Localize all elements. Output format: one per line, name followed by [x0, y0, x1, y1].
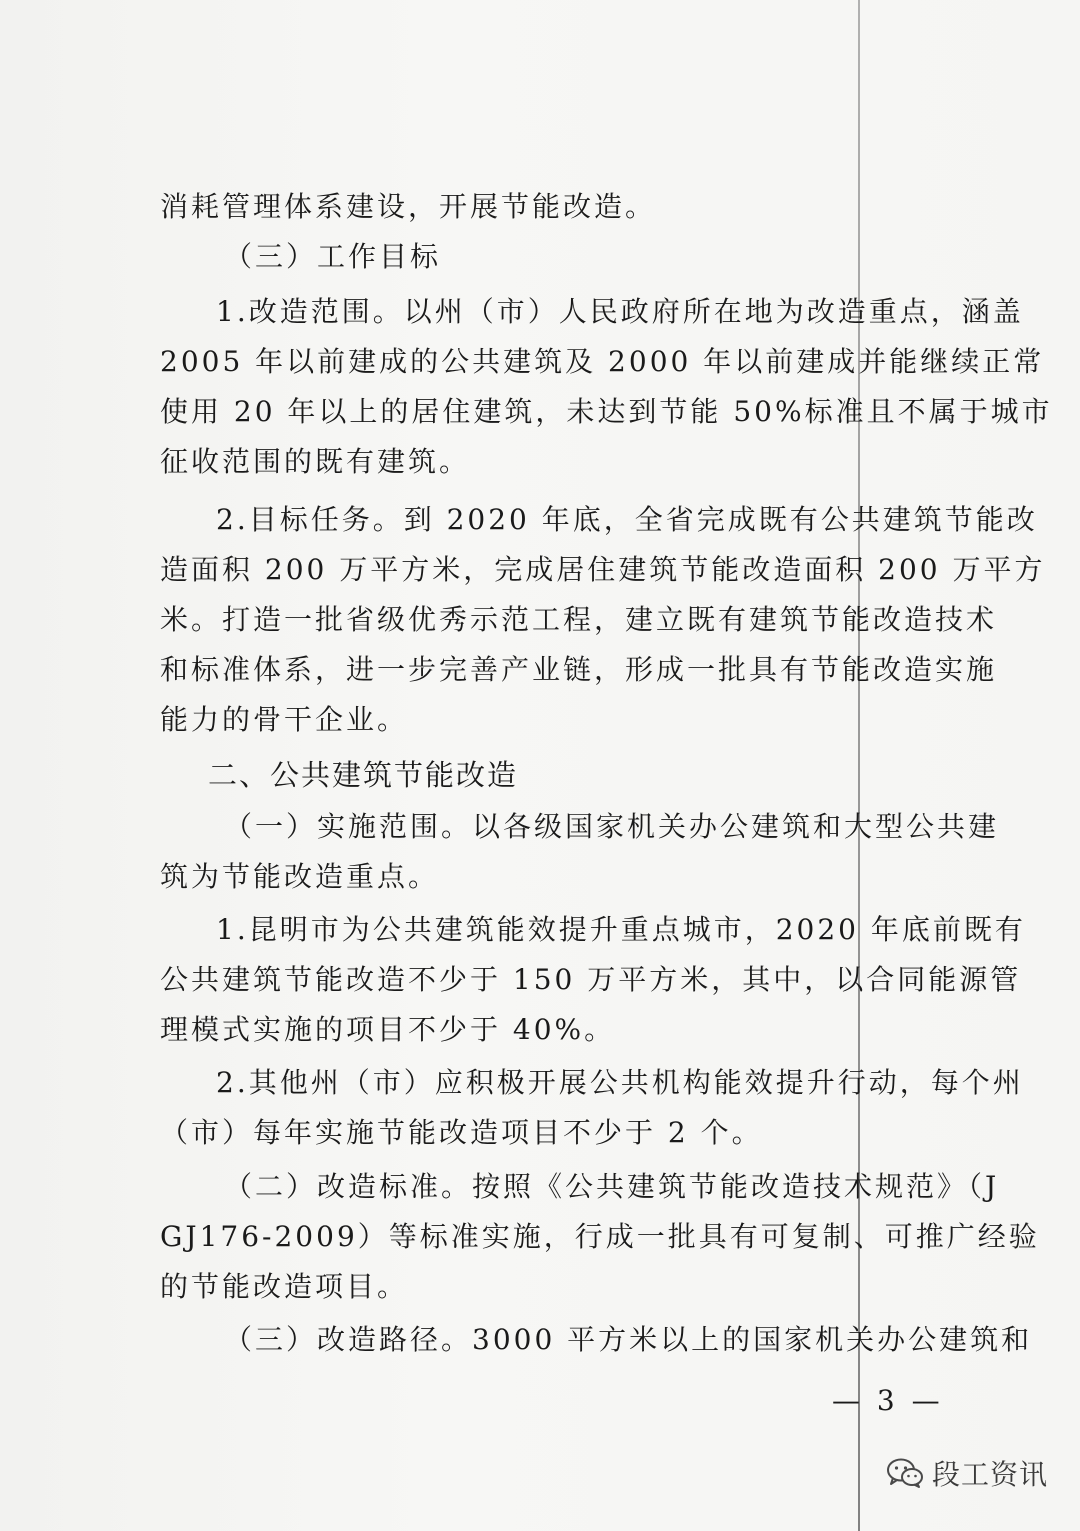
text-line: 2.目标任务。到 2020 年底，全省完成既有公共建筑节能改 [216, 503, 1038, 536]
scan-fold-line [858, 0, 860, 1531]
watermark [886, 1453, 1048, 1493]
text-line: （三）改造路径。3000 平方米以上的国家机关办公建筑和 [224, 1323, 1033, 1356]
text-line: 理模式实施的项目不少于 40%。 [160, 1013, 616, 1046]
text-line: GJ176-2009）等标准实施，行成一批具有可复制、可推广经验 [160, 1220, 1040, 1253]
text-line: （市）每年实施节能改造项目不少于 2 个。 [160, 1116, 763, 1149]
text-line: 米。打造一批省级优秀示范工程，建立既有建筑节能改造技术 [160, 603, 998, 636]
text-line: （二）改造标准。按照《公共建筑节能改造技术规范》（J [224, 1170, 1000, 1203]
text-line: 1.昆明市为公共建筑能效提升重点城市，2020 年底前既有 [216, 913, 1026, 946]
text-line: 造面积 200 万平方米，完成居住建筑节能改造面积 200 万平方 [160, 553, 1046, 586]
text-line: 的节能改造项目。 [160, 1270, 409, 1303]
text-line: 消耗管理体系建设，开展节能改造。 [160, 190, 657, 223]
page-number: — 3 — [832, 1384, 944, 1417]
text-line: （一）实施范围。以各级国家机关办公建筑和大型公共建 [224, 810, 1000, 843]
text-line: 2005 年以前建成的公共建筑及 2000 年以前建成并能继续正常 [160, 345, 1045, 378]
text-line: 2.其他州（市）应积极开展公共机构能效提升行动，每个州 [216, 1066, 1024, 1099]
text-line: 征收范围的既有建筑。 [160, 445, 471, 478]
text-line: 公共建筑节能改造不少于 150 万平方米，其中，以合同能源管 [160, 963, 1022, 996]
watermark-text: 段工资讯 [931, 1458, 1048, 1491]
section-subheading: （三）工作目标 [224, 240, 442, 273]
section-heading: 二、公共建筑节能改造 [208, 758, 519, 792]
text-line: 能力的骨干企业。 [160, 703, 409, 736]
text-line: 和标准体系，进一步完善产业链，形成一批具有节能改造实施 [160, 653, 998, 686]
text-line: 使用 20 年以上的居住建筑，未达到节能 50%标准且不属于城市 [160, 395, 1053, 428]
wechat-icon [886, 1457, 924, 1489]
text-line: 1.改造范围。以州（市）人民政府所在地为改造重点，涵盖 [216, 295, 1024, 328]
text-line: 筑为节能改造重点。 [160, 860, 440, 893]
